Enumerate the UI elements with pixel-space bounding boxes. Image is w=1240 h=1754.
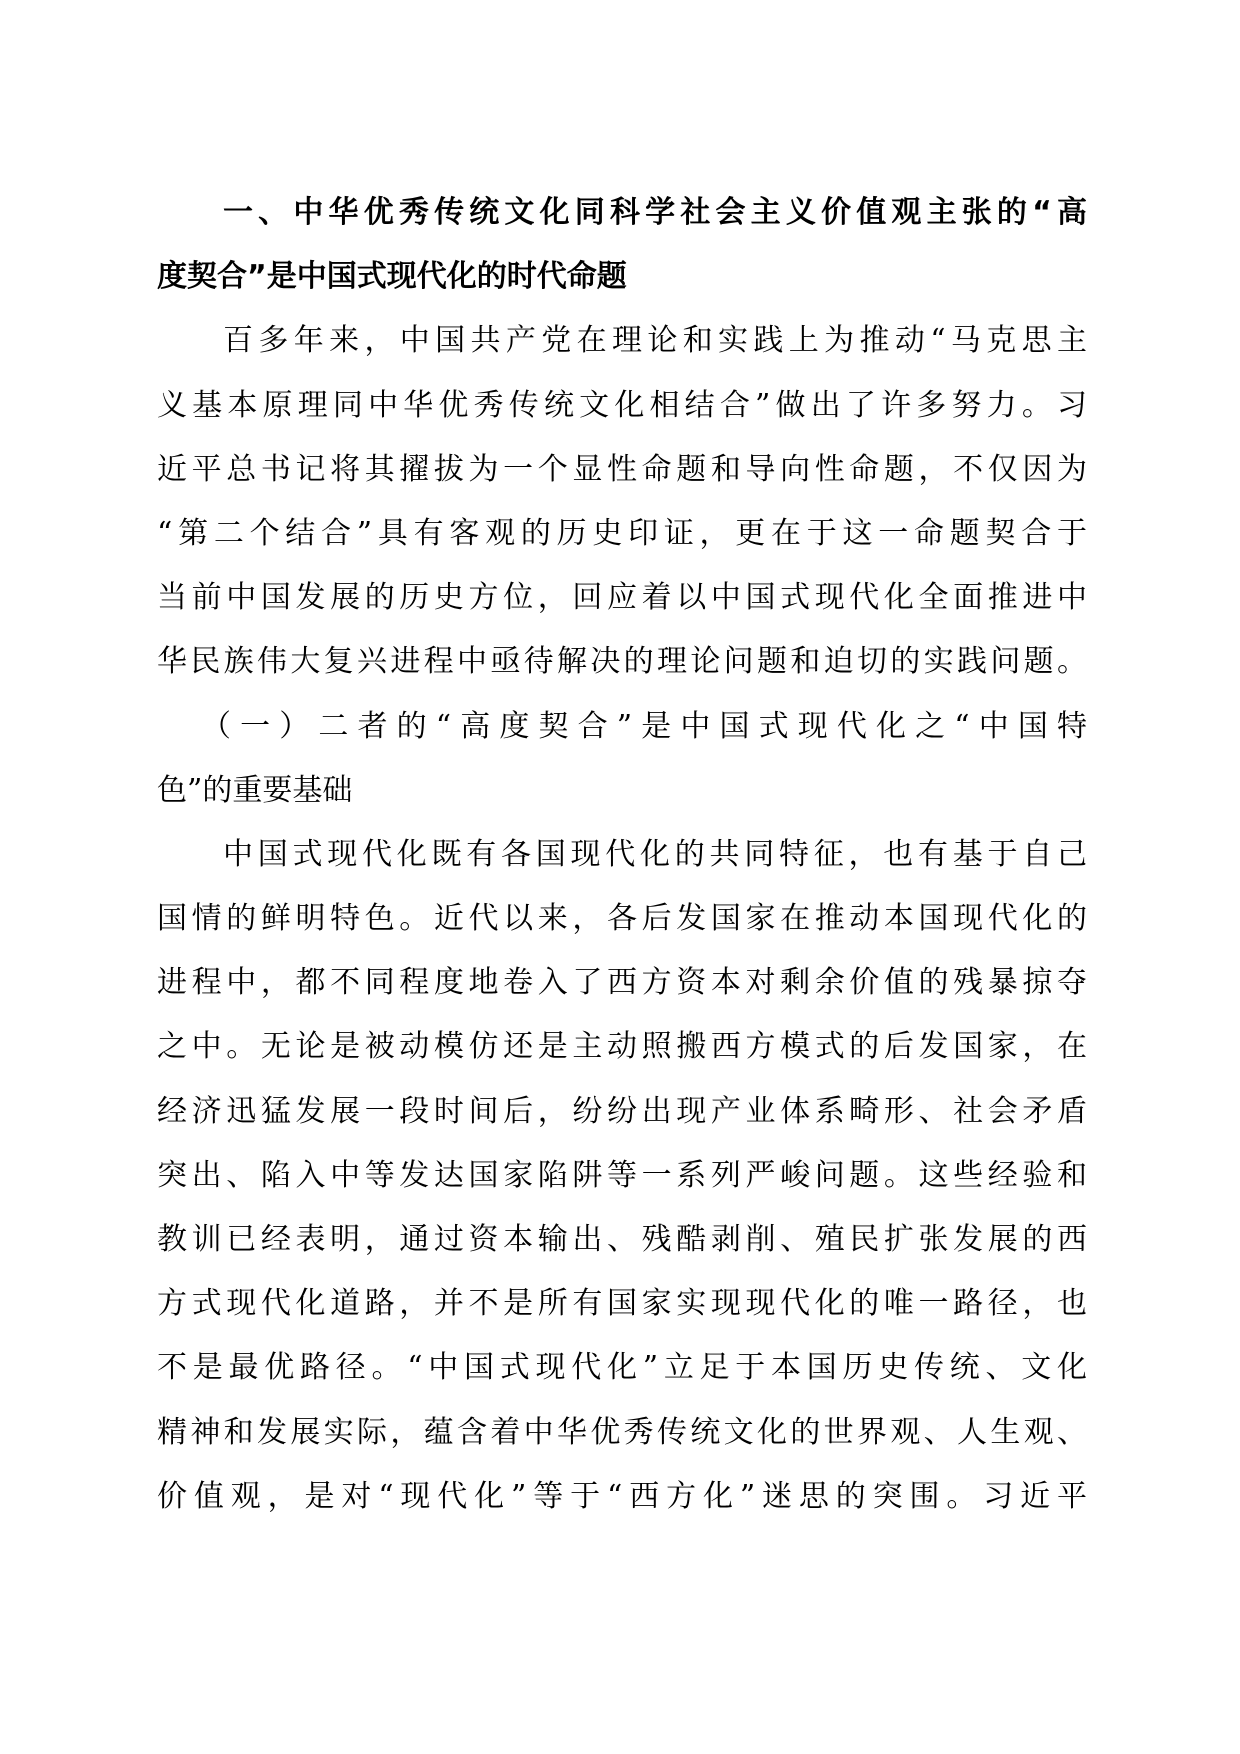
subheading-line: 色”的重要基础 (157, 772, 353, 808)
paragraph-line: 方式现代化道路，并不是所有国家实现现代化的唯一路径，也 (157, 1286, 1087, 1322)
paragraph-line: 华民族伟大复兴进程中亟待解决的理论问题和迫切的实践问题。 (157, 644, 1087, 680)
paragraph-line: 教训已经表明，通过资本输出、残酷剥削、殖民扩张发展的西 (157, 1222, 1087, 1257)
paragraph-line: 义基本原理同中华优秀传统文化相结合”做出了许多努力。习 (157, 387, 1087, 423)
heading-line: 度契合”是中国式现代化的时代命题 (157, 259, 627, 295)
subheading-line: （一）二者的“高度契合”是中国式现代化之“中国特 (201, 708, 1087, 744)
paragraph-line: 之中。无论是被动模仿还是主动照搬西方模式的后发国家，在 (157, 1029, 1087, 1065)
paragraph-line: 中国式现代化既有各国现代化的共同特征，也有基于自己 (223, 836, 1087, 872)
subsection-heading (157, 695, 1087, 823)
paragraph-line: 当前中国发展的历史方位，回应着以中国式现代化全面推进中 (157, 580, 1087, 616)
paragraph-line: 国情的鲜明特色。近代以来，各后发国家在推动本国现代化的 (157, 901, 1087, 937)
paragraph-line: 价值观，是对“现代化”等于“西方化”迷思的突围。习近平 (157, 1478, 1087, 1514)
paragraph (157, 309, 1087, 694)
heading-line: 一、中华优秀传统文化同科学社会主义价值观主张的“高 (223, 195, 1087, 230)
paragraph-line: “第二个结合”具有客观的历史印证，更在于这一命题契合于 (157, 515, 1087, 551)
paragraph (157, 823, 1087, 1529)
paragraph-line: 经济迅猛发展一段时间后，纷纷出现产业体系畸形、社会矛盾 (157, 1093, 1087, 1129)
paragraph-line: 突出、陷入中等发达国家陷阱等一系列严峻问题。这些经验和 (157, 1157, 1087, 1193)
paragraph-line: 百多年来，中国共产党在理论和实践上为推动“马克思主 (223, 323, 1087, 359)
paragraph-line: 近平总书记将其擢拔为一个显性命题和导向性命题，不仅因为 (157, 451, 1087, 487)
paragraph-line: 精神和发展实际，蕴含着中华优秀传统文化的世界观、人生观、 (157, 1414, 1087, 1450)
paragraph-line: 不是最优路径。“中国式现代化”立足于本国历史传统、文化 (157, 1350, 1087, 1386)
paragraph-line: 进程中，都不同程度地卷入了西方资本对剩余价值的残暴掠夺 (157, 965, 1087, 1001)
section-heading (157, 181, 1087, 309)
document-body (157, 181, 1087, 1529)
